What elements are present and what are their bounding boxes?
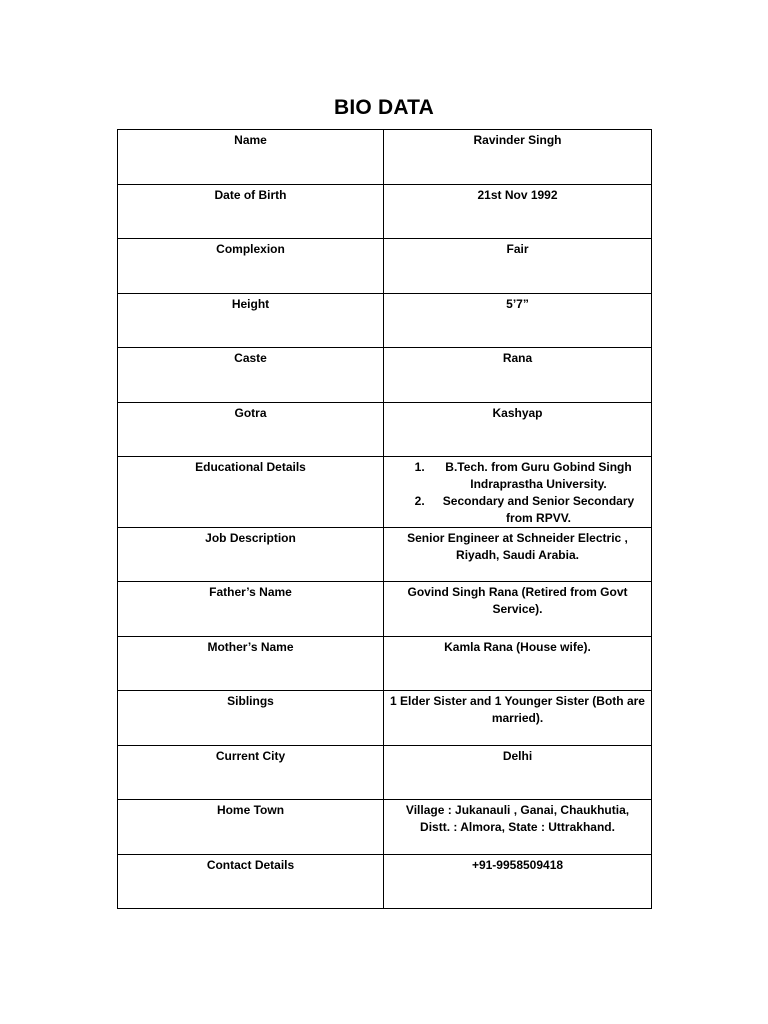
siblings-label: Siblings [118,691,384,746]
job-description-value: Senior Engineer at Schneider Electric , Riyadh, Saudi Arabia. [384,528,652,582]
home-town-label: Home Town [118,800,384,855]
table-row [118,130,652,185]
height-label: Height [118,293,384,348]
height-value: 5’7” [384,293,652,348]
table-row [118,348,652,403]
fathers-name-value: Govind Singh Rana (Retired from Govt Service). [384,582,652,637]
name-label: Name [118,130,384,185]
job-description-label: Job Description [118,528,384,582]
table-row [118,800,652,855]
page-title: BIO DATA [334,96,434,119]
contact-details-value: +91-9958509418 [384,854,652,909]
fathers-name-label: Father’s Name [118,582,384,637]
name-value: Ravinder Singh [384,130,652,185]
date-of-birth-value: 21st Nov 1992 [384,184,652,239]
date-of-birth-label: Date of Birth [118,184,384,239]
siblings-value: 1 Elder Sister and 1 Younger Sister (Both are married). [384,691,652,746]
caste-value: Rana [384,348,652,403]
current-city-value: Delhi [384,745,652,800]
educational-details-label: Educational Details [118,457,384,528]
table-row [118,293,652,348]
education-item: 2. Secondary and Senior Secondary from RPVV. [428,493,645,527]
table-row [118,636,652,691]
table-row [118,528,652,582]
table-row [118,457,652,528]
mothers-name-value: Kamla Rana (House wife). [384,636,652,691]
gotra-value: Kashyap [384,402,652,457]
table-row [118,184,652,239]
table-row [118,745,652,800]
complexion-value: Fair [384,239,652,294]
current-city-label: Current City [118,745,384,800]
mothers-name-label: Mother’s Name [118,636,384,691]
education-list [390,459,645,527]
contact-details-label: Contact Details [118,854,384,909]
complexion-label: Complexion [118,239,384,294]
table-row [118,582,652,637]
educational-details-value [384,457,652,528]
table-row [118,402,652,457]
gotra-label: Gotra [118,402,384,457]
table-row [118,854,652,909]
home-town-value: Village : Jukanauli , Ganai, Chaukhutia, Distt. : Almora, State : Uttrakhand. [384,800,652,855]
bio-data-table [117,129,652,909]
education-item: 1. B.Tech. from Guru Gobind Singh Indraprastha University. [428,459,645,493]
table-row [118,691,652,746]
table-row [118,239,652,294]
caste-label: Caste [118,348,384,403]
